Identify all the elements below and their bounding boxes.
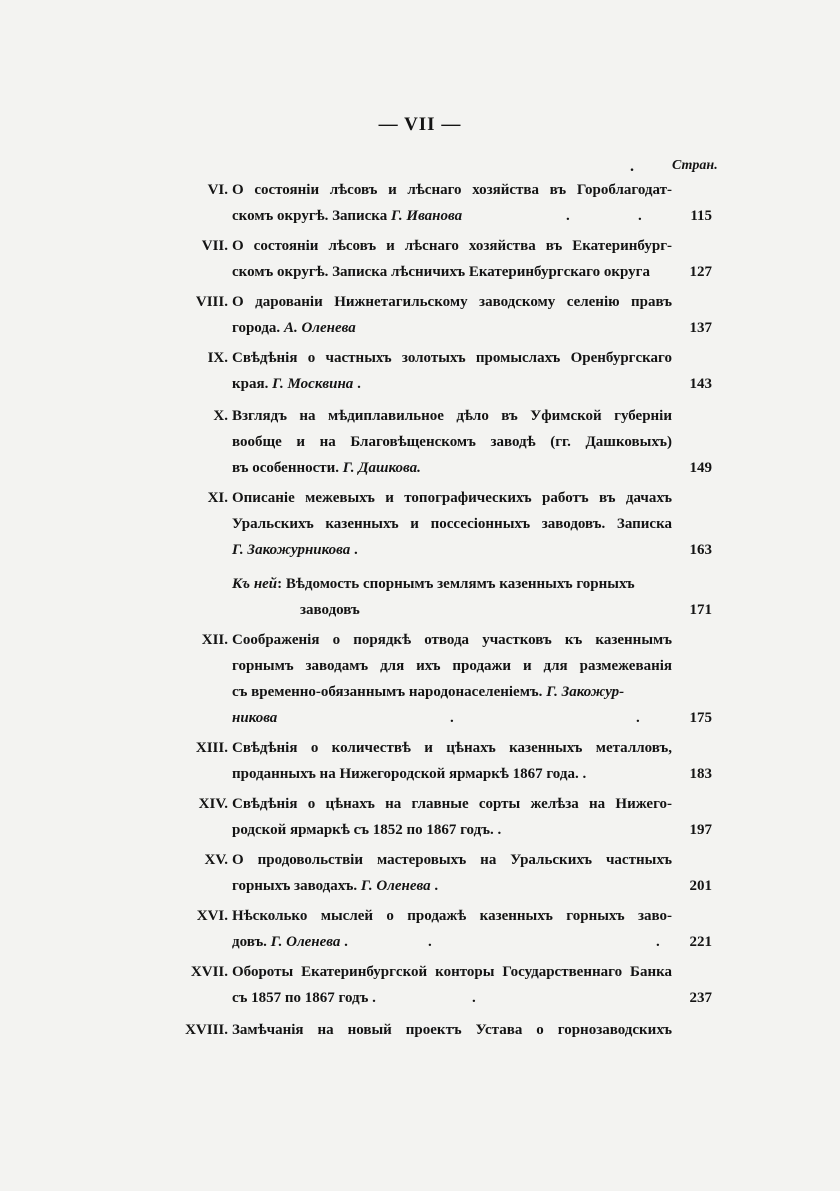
entry-author: Г. Дашкова. xyxy=(342,460,421,476)
entry-number: XV. xyxy=(204,852,228,868)
entry-number: XII. xyxy=(201,632,228,648)
entry-title-line: Замѣчанія на новый проектъ Устава о горнозаводскихъ xyxy=(232,1022,672,1038)
entry-author: никова xyxy=(232,710,278,726)
entry-number: VII. xyxy=(201,238,228,254)
entry-page: 171 xyxy=(689,602,712,618)
entry-title-line: О дарованіи Нижнетагильскому заводскому селенію правъ xyxy=(232,294,672,310)
entry-title-line: Свѣдѣнія о частныхъ золотыхъ промыслахъ Оренбургскаго xyxy=(232,350,672,366)
entry-page: 143 xyxy=(689,376,712,392)
entry-title-line: горнымъ заводамъ для ихъ продажи и для размежеванія xyxy=(232,658,672,674)
subentry-prefix: Къ ней xyxy=(232,576,278,592)
entry-title-line: Свѣдѣнія о количествѣ и цѣнахъ казенныхъ металловъ, xyxy=(232,740,672,756)
entry-title-line: Описаніе межевыхъ и топографическихъ работъ въ дачахъ xyxy=(232,490,672,506)
entry-title-line: города. xyxy=(232,320,284,336)
entry-title-line: О состояніи лѣсовъ и лѣснаго хозяйства въ Гороблагодат- xyxy=(232,182,672,198)
entry-title-line: скомъ округѣ. Записка xyxy=(232,208,391,224)
entry-page: 197 xyxy=(689,822,712,838)
entry-page: 149 xyxy=(689,460,712,476)
entry-title-line: края. xyxy=(232,376,273,392)
entry-title-line: Уральскихъ казенныхъ и поссесіонныхъ заводовъ. Записка xyxy=(232,516,672,532)
entry-title-line: съ временно-обязаннымъ народонаселеніемъ. xyxy=(232,684,547,700)
entry-page: 163 xyxy=(689,542,712,558)
entry-number: XIV. xyxy=(198,796,228,812)
entry-page: 221 xyxy=(689,934,712,950)
entry-number: XIII. xyxy=(195,740,228,756)
entry-title-line: довъ. xyxy=(232,934,271,950)
entry-page: 127 xyxy=(689,264,712,280)
entry-author: Г. Закожур- xyxy=(546,684,625,700)
document-page: — VII — . Стран. VI. О состояніи лѣсовъ и лѣснаго хозяйства въ Гороблагодат- скомъ округѣ. Записка Г. Иванова . . 115 VII. О состояніи лѣсовъ и лѣснаго хозяйства въ Екатеринбург- скомъ округѣ. Записка лѣсничихъ Екатеринбургскаго округа 127 VIII. О дарованіи Нижнетагильскому заводскому селенію правъ города. А. Оленева 137 IX. Свѣдѣнія о частныхъ золотыхъ промыслахъ Оренбургскаго края. Г. Москвина . 143 X. Взглядъ на мѣдиплавильное дѣло въ Уфимской губерніи вообще и на Благовѣщенскомъ заводѣ (гг. Дашковыхъ) въ особенности. Г. Дашкова. 149 XI. Описаніе межевыхъ и топографическихъ работъ въ дачахъ Уральскихъ казенныхъ и поссесіонныхъ заводовъ. Записка Г. Закожурникова . 163 Къ ней: Вѣдомость спорнымъ землямъ казенныхъ горныхъ заводовъ 171 XII. Соображенія о порядкѣ отвода участковъ къ казеннымъ горнымъ заводамъ для ихъ продажи и для размежеванія съ временно-обязаннымъ народонаселеніемъ. Г. Закожур- никова . . 175 XIII. Свѣдѣнія о количествѣ и цѣнахъ казенныхъ металловъ, проданныхъ на Нижегородской ярмаркѣ 1867 года. . 183 XIV. Свѣдѣнія о цѣнахъ на главные сорты желѣза на Нижего- родской ярмаркѣ съ 1852 по 1867 годъ. . 197 XV. О продовольствіи мастеровыхъ на Уральскихъ частныхъ горныхъ заводахъ. Г. Оленева . 201 XVI. Нѣсколько мыслей о продажѣ казенныхъ горныхъ заво- довъ. Г. Оленева . . . 221 XVII. Обороты Екатеринбургской конторы Государственнаго Банка съ 1857 по 1867 годъ . . 237 XVIII. Замѣчанія на новый проектъ Устава о горнозаводскихъ xyxy=(0,0,840,1191)
entry-title-line: Свѣдѣнія о цѣнахъ на главные сорты желѣза на Нижего- xyxy=(232,796,672,812)
entry-title-line: Нѣсколько мыслей о продажѣ казенныхъ горныхъ заво- xyxy=(232,908,672,924)
entry-title-line: горныхъ заводахъ. xyxy=(232,878,361,894)
entry-page: 175 xyxy=(689,710,712,726)
entry-title-line: въ особенности. xyxy=(232,460,343,476)
column-dot: . xyxy=(630,158,634,175)
entry-author: Г. Оленева xyxy=(270,934,341,950)
entry-title-line: Обороты Екатеринбургской конторы Государственнаго Банка xyxy=(232,964,672,980)
entry-title-line: скомъ округѣ. Записка лѣсничихъ Екатеринбургскаго округа xyxy=(232,264,650,280)
entry-title-line: проданныхъ на Нижегородской ярмаркѣ 1867 года. . xyxy=(232,766,587,782)
entry-title-line: родской ярмаркѣ съ 1852 по 1867 годъ. . xyxy=(232,822,502,838)
entry-author: Г. Иванова xyxy=(390,208,463,224)
entry-page: 183 xyxy=(689,766,712,782)
entry-number: XVI. xyxy=(196,908,228,924)
entry-number: VI. xyxy=(207,182,228,198)
entry-page: 137 xyxy=(689,320,712,336)
entry-title-line: съ 1857 по 1867 годъ . xyxy=(232,990,376,1006)
entry-title-line: заводовъ xyxy=(300,602,360,618)
entry-author: Г. Оленева xyxy=(360,878,431,894)
entry-title-line: О состояніи лѣсовъ и лѣснаго хозяйства въ Екатеринбург- xyxy=(232,238,672,254)
entry-title-line: О продовольствіи мастеровыхъ на Уральскихъ частныхъ xyxy=(232,852,672,868)
entry-page: 201 xyxy=(689,878,712,894)
page-header: — VII — xyxy=(378,114,462,135)
entry-number: X. xyxy=(213,408,228,424)
entry-title-line: Взглядъ на мѣдиплавильное дѣло въ Уфимской губерніи xyxy=(232,408,672,424)
entry-author: Г. Москвина xyxy=(272,376,354,392)
entry-title-line: : Вѣдомость спорнымъ землямъ казенныхъ горныхъ xyxy=(277,576,635,592)
entry-number: XVIII. xyxy=(185,1022,228,1038)
entry-page: 115 xyxy=(690,208,712,224)
entry-number: XVII. xyxy=(190,964,228,980)
entry-page: 237 xyxy=(689,990,712,1006)
entry-number: VIII. xyxy=(195,294,228,310)
entry-number: XI. xyxy=(207,490,228,506)
entry-title-line: Соображенія о порядкѣ отвода участковъ къ казеннымъ xyxy=(232,632,672,648)
entry-author: А. Оленева xyxy=(283,320,356,336)
entry-title-line: вообще и на Благовѣщенскомъ заводѣ (гг. Дашковыхъ) xyxy=(232,434,672,450)
page-column-heading: Стран. xyxy=(672,158,718,173)
entry-author: Г. Закожурникова xyxy=(232,542,351,558)
entry-number: IX. xyxy=(207,350,228,366)
